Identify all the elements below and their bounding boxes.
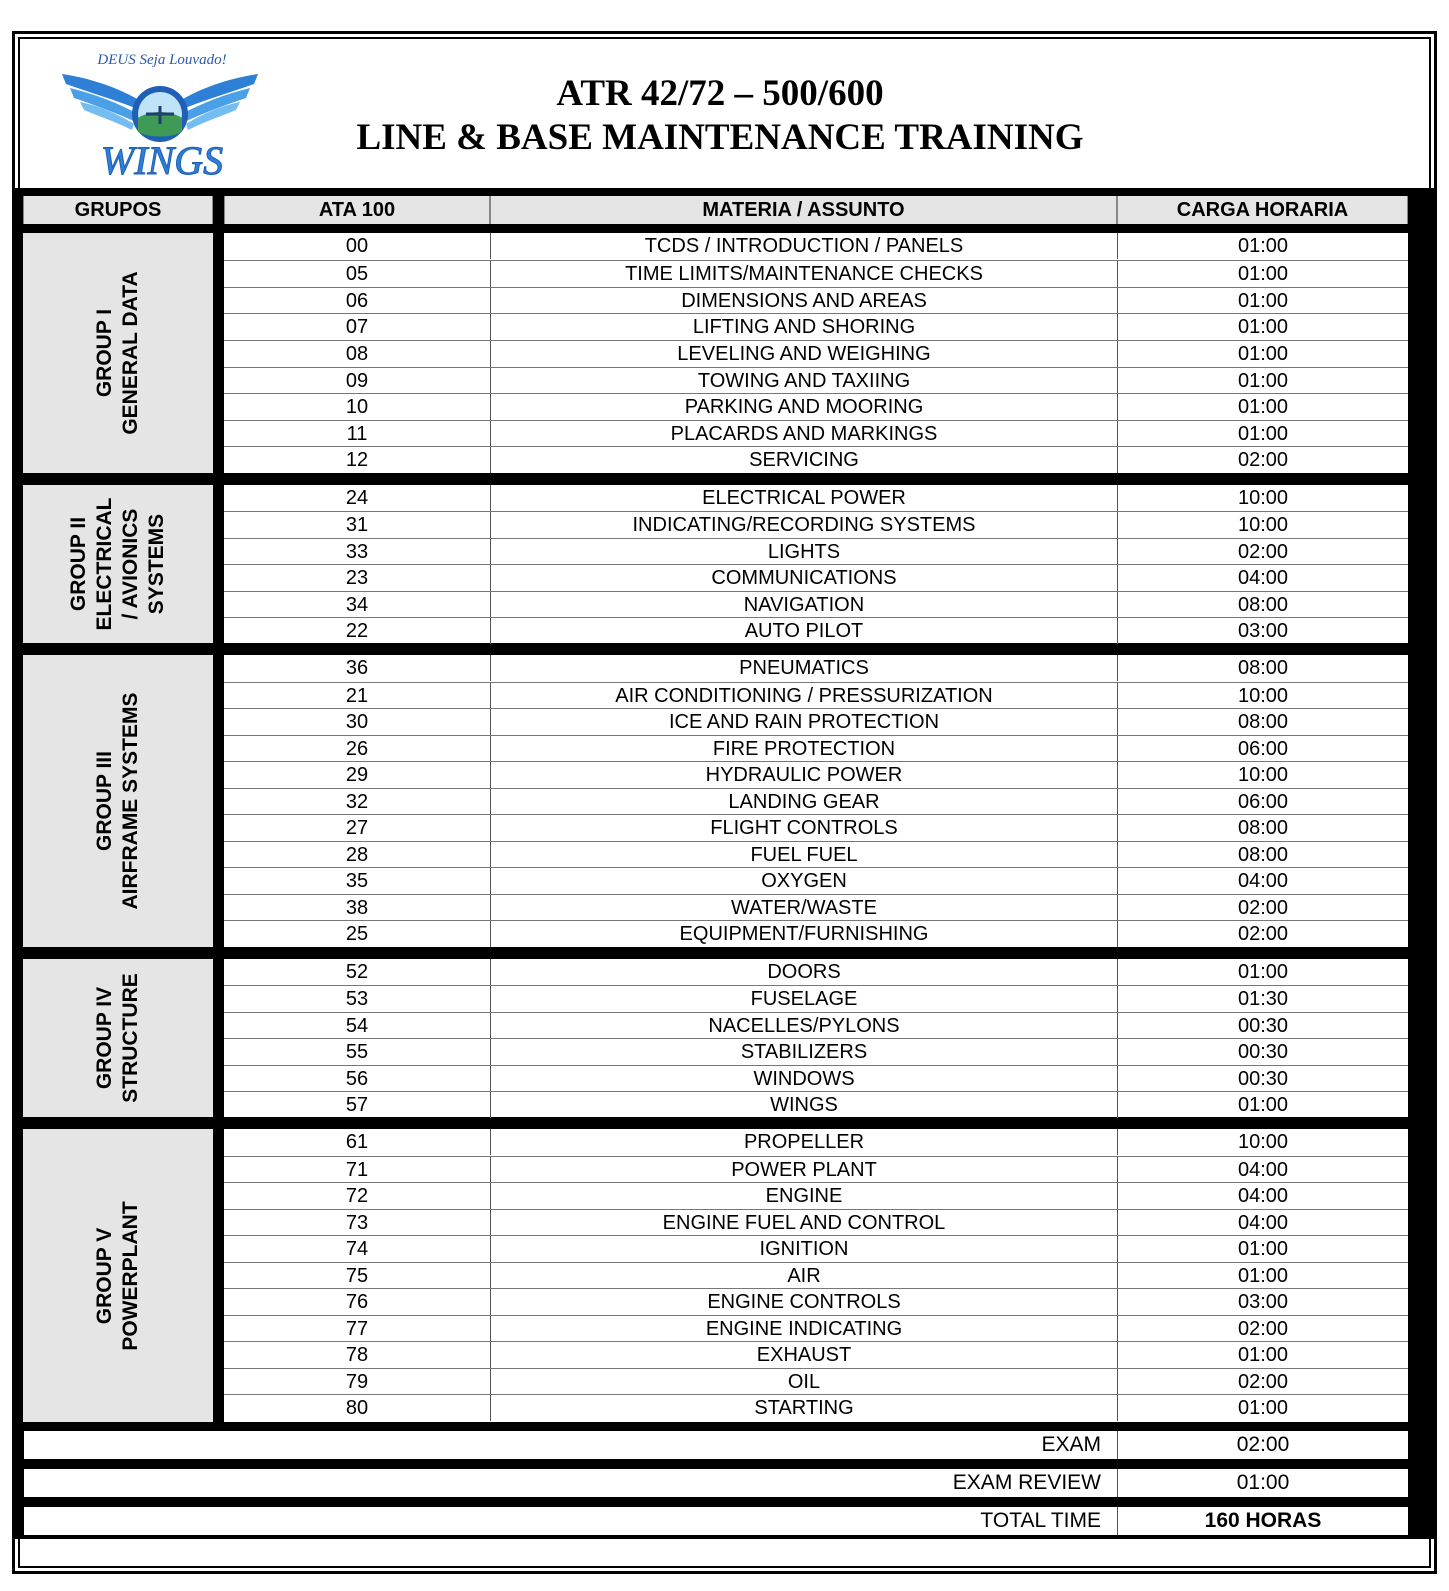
ata-cell: 38 <box>345 896 369 919</box>
materia-cell: WINGS <box>490 1092 1117 1118</box>
materia-cell: PNEUMATICS <box>490 655 1117 681</box>
exam-review-value: 01:00 <box>1117 1469 1408 1497</box>
materia-cell: AIR <box>490 1263 1117 1289</box>
group-label-cell <box>23 1129 213 1422</box>
ata-cell: 27 <box>345 816 369 839</box>
materia-cell: INDICATING/RECORDING SYSTEMS <box>490 512 1117 538</box>
group-rows <box>224 485 1408 643</box>
summary-total-row <box>24 1507 1408 1535</box>
ata-cell: 21 <box>345 684 369 707</box>
materia-cell: LIGHTS <box>490 539 1117 565</box>
table-row <box>224 1012 1408 1038</box>
materia-cell: NAVIGATION <box>490 592 1117 618</box>
hours-cell: 01:00 <box>1117 341 1408 367</box>
hours-cell: 02:00 <box>1117 895 1408 921</box>
materia-cell: LANDING GEAR <box>490 789 1117 815</box>
table-row <box>224 867 1408 893</box>
ata-cell: 35 <box>345 869 369 892</box>
materia-cell: LIFTING AND SHORING <box>490 314 1117 340</box>
group-label-cell <box>23 959 213 1117</box>
hours-cell: 01:00 <box>1117 959 1408 985</box>
table-row <box>224 814 1408 840</box>
table-row <box>224 260 1408 286</box>
hours-cell: 06:00 <box>1117 736 1408 762</box>
table-row <box>224 1182 1408 1208</box>
hours-cell: 08:00 <box>1117 655 1408 681</box>
table-row <box>224 708 1408 734</box>
hours-cell: 10:00 <box>1117 512 1408 538</box>
ata-cell: 73 <box>345 1211 369 1234</box>
table-row <box>224 313 1408 339</box>
hours-cell: 02:00 <box>1117 447 1408 473</box>
hours-cell: 01:00 <box>1117 421 1408 447</box>
hours-cell: 01:00 <box>1117 233 1408 259</box>
ata-cell: 24 <box>345 486 369 509</box>
table-row <box>224 1091 1408 1117</box>
table-row <box>224 340 1408 366</box>
group-label: GROUP II ELECTRICAL / AVIONICS SYSTEMS <box>67 497 168 631</box>
hours-cell: 02:00 <box>1117 1369 1408 1395</box>
table-row <box>224 538 1408 564</box>
ata-cell: 55 <box>345 1040 369 1063</box>
materia-cell: DIMENSIONS AND AREAS <box>490 288 1117 314</box>
materia-cell: POWER PLANT <box>490 1157 1117 1183</box>
exam-review-label: EXAM REVIEW <box>952 1471 1101 1494</box>
ata-cell: 00 <box>345 234 369 257</box>
table-row <box>224 367 1408 393</box>
ata-cell: 25 <box>345 922 369 945</box>
ata-cell: 71 <box>345 1158 369 1181</box>
column-header-grupos: GRUPOS <box>23 196 213 224</box>
logo-tagline: DEUS Seja Louvado! <box>97 52 227 68</box>
materia-cell: ENGINE <box>490 1183 1117 1209</box>
ata-cell: 52 <box>345 960 369 983</box>
hours-cell: 03:00 <box>1117 1289 1408 1315</box>
ata-cell: 10 <box>345 395 369 418</box>
hours-cell: 10:00 <box>1117 485 1408 511</box>
table-row <box>224 920 1408 946</box>
hours-cell: 02:00 <box>1117 921 1408 947</box>
group-rows <box>224 959 1408 1117</box>
hours-cell: 01:00 <box>1117 1342 1408 1368</box>
materia-cell: ENGINE INDICATING <box>490 1316 1117 1342</box>
table-row <box>224 485 1408 511</box>
materia-cell: FLIGHT CONTROLS <box>490 815 1117 841</box>
globe-icon <box>132 86 188 142</box>
page-subtitle: LINE & BASE MAINTENANCE TRAINING <box>356 117 1084 158</box>
group-label: GROUP III AIRFRAME SYSTEMS <box>93 692 142 910</box>
ata-cell: 09 <box>345 369 369 392</box>
materia-cell: STABILIZERS <box>490 1039 1117 1065</box>
materia-cell: WATER/WASTE <box>490 895 1117 921</box>
materia-cell: COMMUNICATIONS <box>490 565 1117 591</box>
table-row <box>224 959 1408 985</box>
hours-cell: 00:30 <box>1117 1066 1408 1092</box>
ata-cell: 53 <box>345 987 369 1010</box>
exam-value: 02:00 <box>1117 1431 1408 1459</box>
group-label-cell <box>23 655 213 947</box>
ata-cell: 12 <box>345 448 369 471</box>
table-row <box>224 1065 1408 1091</box>
hours-cell: 01:00 <box>1117 261 1408 287</box>
materia-cell: OXYGEN <box>490 868 1117 894</box>
table-row <box>224 564 1408 590</box>
table-row <box>224 1209 1408 1235</box>
hours-cell: 08:00 <box>1117 842 1408 868</box>
hours-cell: 02:00 <box>1117 539 1408 565</box>
ata-cell: 80 <box>345 1396 369 1419</box>
table-row <box>224 1235 1408 1261</box>
ata-cell: 54 <box>345 1014 369 1037</box>
page-title: ATR 42/72 – 500/600 <box>556 73 884 114</box>
table-row <box>224 682 1408 708</box>
total-time-label: TOTAL TIME <box>980 1509 1101 1532</box>
materia-cell: FIRE PROTECTION <box>490 736 1117 762</box>
table-row <box>224 735 1408 761</box>
materia-cell: AUTO PILOT <box>490 618 1117 644</box>
materia-cell: SERVICING <box>490 447 1117 473</box>
hours-cell: 01:00 <box>1117 368 1408 394</box>
materia-cell: EQUIPMENT/FURNISHING <box>490 921 1117 947</box>
table-row <box>224 985 1408 1011</box>
hours-cell: 01:00 <box>1117 1092 1408 1118</box>
hours-cell: 08:00 <box>1117 592 1408 618</box>
hours-cell: 00:30 <box>1117 1039 1408 1065</box>
materia-cell: TCDS / INTRODUCTION / PANELS <box>490 233 1117 259</box>
hours-cell: 04:00 <box>1117 1183 1408 1209</box>
exam-label: EXAM <box>1041 1433 1101 1456</box>
hours-cell: 01:00 <box>1117 1236 1408 1262</box>
materia-cell: TIME LIMITS/MAINTENANCE CHECKS <box>490 261 1117 287</box>
ata-cell: 23 <box>345 566 369 589</box>
ata-cell: 31 <box>345 513 369 536</box>
ata-cell: 57 <box>345 1093 369 1116</box>
ata-cell: 28 <box>345 843 369 866</box>
group-rows <box>224 233 1408 473</box>
ata-cell: 78 <box>345 1343 369 1366</box>
hours-cell: 00:30 <box>1117 1013 1408 1039</box>
materia-cell: ENGINE CONTROLS <box>490 1289 1117 1315</box>
materia-cell: NACELLES/PYLONS <box>490 1013 1117 1039</box>
ata-cell: 22 <box>345 619 369 642</box>
wings-logo <box>50 44 270 184</box>
table-row <box>224 761 1408 787</box>
group-rows <box>224 1129 1408 1422</box>
hours-cell: 04:00 <box>1117 1157 1408 1183</box>
ata-cell: 05 <box>345 262 369 285</box>
ata-cell: 29 <box>345 763 369 786</box>
hours-cell: 01:00 <box>1117 1395 1408 1421</box>
ata-cell: 33 <box>345 540 369 563</box>
table-row <box>224 1156 1408 1182</box>
materia-cell: OIL <box>490 1369 1117 1395</box>
materia-cell: PROPELLER <box>490 1129 1117 1155</box>
column-header-materia: MATERIA / ASSUNTO <box>490 196 1117 224</box>
materia-cell: LEVELING AND WEIGHING <box>490 341 1117 367</box>
table-row <box>224 1288 1408 1314</box>
hours-cell: 02:00 <box>1117 1316 1408 1342</box>
materia-cell: HYDRAULIC POWER <box>490 762 1117 788</box>
table-row <box>224 1038 1408 1064</box>
ata-cell: 72 <box>345 1184 369 1207</box>
table-row <box>224 788 1408 814</box>
column-header-carga: CARGA HORARIA <box>1117 196 1408 224</box>
hours-cell: 04:00 <box>1117 1210 1408 1236</box>
hours-cell: 03:00 <box>1117 618 1408 644</box>
table-row <box>224 1262 1408 1288</box>
table-row <box>224 511 1408 537</box>
ata-cell: 76 <box>345 1290 369 1313</box>
materia-cell: FUEL FUEL <box>490 842 1117 868</box>
materia-cell: STARTING <box>490 1395 1117 1421</box>
group-label-cell <box>23 233 213 473</box>
hours-cell: 01:00 <box>1117 288 1408 314</box>
materia-cell: PARKING AND MOORING <box>490 394 1117 420</box>
table-row <box>224 287 1408 313</box>
group-label: GROUP IV STRUCTURE <box>93 973 142 1103</box>
materia-cell: TOWING AND TAXIING <box>490 368 1117 394</box>
materia-cell: IGNITION <box>490 1236 1117 1262</box>
hours-cell: 10:00 <box>1117 1129 1408 1155</box>
materia-cell: ENGINE FUEL AND CONTROL <box>490 1210 1117 1236</box>
ata-cell: 77 <box>345 1317 369 1340</box>
hours-cell: 01:30 <box>1117 986 1408 1012</box>
group-rows <box>224 655 1408 947</box>
hours-cell: 08:00 <box>1117 709 1408 735</box>
ata-cell: 36 <box>345 656 369 679</box>
table-row <box>224 1315 1408 1341</box>
table-row <box>224 655 1408 681</box>
materia-cell: FUSELAGE <box>490 986 1117 1012</box>
table-row <box>224 841 1408 867</box>
hours-cell: 06:00 <box>1117 789 1408 815</box>
materia-cell: ELECTRICAL POWER <box>490 485 1117 511</box>
hours-cell: 08:00 <box>1117 815 1408 841</box>
materia-cell: WINDOWS <box>490 1066 1117 1092</box>
ata-cell: 79 <box>345 1370 369 1393</box>
materia-cell: EXHAUST <box>490 1342 1117 1368</box>
group-label: GROUP I GENERAL DATA <box>93 271 142 435</box>
table-row <box>224 1341 1408 1367</box>
table-row <box>224 1129 1408 1155</box>
ata-cell: 74 <box>345 1237 369 1260</box>
ata-cell: 26 <box>345 737 369 760</box>
table-row <box>224 894 1408 920</box>
hours-cell: 01:00 <box>1117 314 1408 340</box>
group-label-cell <box>23 485 213 643</box>
ata-cell: 56 <box>345 1067 369 1090</box>
hours-cell: 10:00 <box>1117 683 1408 709</box>
ata-cell: 75 <box>345 1264 369 1287</box>
ata-cell: 61 <box>345 1130 369 1153</box>
materia-cell: DOORS <box>490 959 1117 985</box>
column-header-ata: ATA 100 <box>224 196 490 224</box>
hours-cell: 01:00 <box>1117 1263 1408 1289</box>
table-row <box>224 233 1408 259</box>
table-row <box>224 446 1408 472</box>
hours-cell: 04:00 <box>1117 565 1408 591</box>
table-row <box>224 1368 1408 1394</box>
table-row <box>224 591 1408 617</box>
table-row <box>224 393 1408 419</box>
materia-cell: AIR CONDITIONING / PRESSURIZATION <box>490 683 1117 709</box>
hours-cell: 04:00 <box>1117 868 1408 894</box>
group-label: GROUP V POWERPLANT <box>93 1200 142 1351</box>
hours-cell: 01:00 <box>1117 394 1408 420</box>
ata-cell: 06 <box>345 289 369 312</box>
ata-cell: 34 <box>345 593 369 616</box>
table-row <box>224 1394 1408 1420</box>
ata-cell: 07 <box>345 315 369 338</box>
table-row <box>224 420 1408 446</box>
logo-text: WINGS <box>100 138 224 183</box>
ata-cell: 11 <box>346 422 368 445</box>
summary-review-row <box>24 1469 1408 1497</box>
ata-cell: 08 <box>345 342 369 365</box>
materia-cell: PLACARDS AND MARKINGS <box>490 421 1117 447</box>
ata-cell: 32 <box>345 790 369 813</box>
total-time-value: 160 HORAS <box>1117 1507 1408 1535</box>
ata-cell: 30 <box>345 710 369 733</box>
hours-cell: 10:00 <box>1117 762 1408 788</box>
table-row <box>224 617 1408 643</box>
materia-cell: ICE AND RAIN PROTECTION <box>490 709 1117 735</box>
summary-exam-row <box>24 1431 1408 1459</box>
